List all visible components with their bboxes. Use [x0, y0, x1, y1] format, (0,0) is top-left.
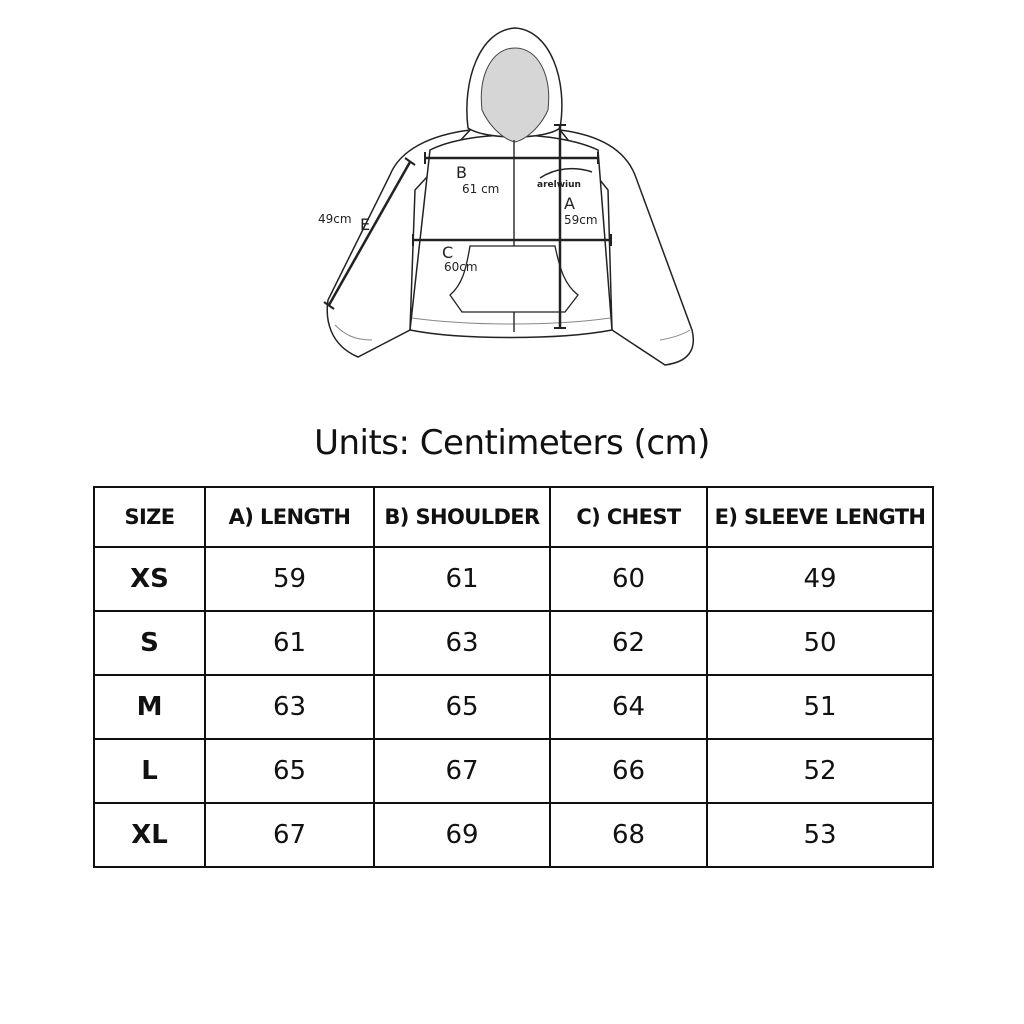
measure-a-letter: A [564, 194, 575, 213]
shoulder-cell: 61 [374, 547, 550, 611]
size-cell: XL [94, 803, 205, 867]
measure-e-value: 49cm [318, 212, 352, 226]
header-sleeve-length: E) SLEEVE LENGTH [707, 487, 933, 547]
shoulder-cell: 63 [374, 611, 550, 675]
table-row [94, 611, 933, 675]
chest-cell: 66 [550, 739, 707, 803]
shoulder-cell: 69 [374, 803, 550, 867]
sleeve-cell: 50 [707, 611, 933, 675]
table-row [94, 803, 933, 867]
length-cell: 59 [205, 547, 374, 611]
measure-c-value: 60cm [444, 260, 478, 274]
measure-b-value: 61 cm [462, 182, 500, 196]
table-header-row [94, 487, 933, 547]
length-cell: 65 [205, 739, 374, 803]
length-cell: 61 [205, 611, 374, 675]
size-chart-table [93, 486, 934, 868]
shoulder-cell: 65 [374, 675, 550, 739]
chest-cell: 68 [550, 803, 707, 867]
measure-e-letter: E [360, 215, 371, 234]
measure-b-letter: B [456, 163, 467, 182]
sleeve-cell: 53 [707, 803, 933, 867]
table-row [94, 547, 933, 611]
size-cell: S [94, 611, 205, 675]
measure-c-letter: C [442, 243, 454, 262]
header-shoulder: B) SHOULDER [374, 487, 550, 547]
size-cell: L [94, 739, 205, 803]
sleeve-cell: 49 [707, 547, 933, 611]
chest-cell: 62 [550, 611, 707, 675]
length-cell: 63 [205, 675, 374, 739]
chest-cell: 60 [550, 547, 707, 611]
measure-a-value: 59cm [564, 213, 598, 227]
header-chest: C) CHEST [550, 487, 707, 547]
sleeve-cell: 51 [707, 675, 933, 739]
length-cell: 67 [205, 803, 374, 867]
sleeve-cell: 52 [707, 739, 933, 803]
chest-cell: 64 [550, 675, 707, 739]
header-length: A) LENGTH [205, 487, 374, 547]
size-cell: M [94, 675, 205, 739]
table-row [94, 739, 933, 803]
header-size: SIZE [94, 487, 205, 547]
brand-logo-text: arelwiun [537, 180, 581, 190]
shoulder-cell: 67 [374, 739, 550, 803]
hoodie-measurement-diagram [0, 0, 1024, 400]
units-title: Units: Centimeters (cm) [314, 423, 710, 463]
size-cell: XS [94, 547, 205, 611]
table-row [94, 675, 933, 739]
